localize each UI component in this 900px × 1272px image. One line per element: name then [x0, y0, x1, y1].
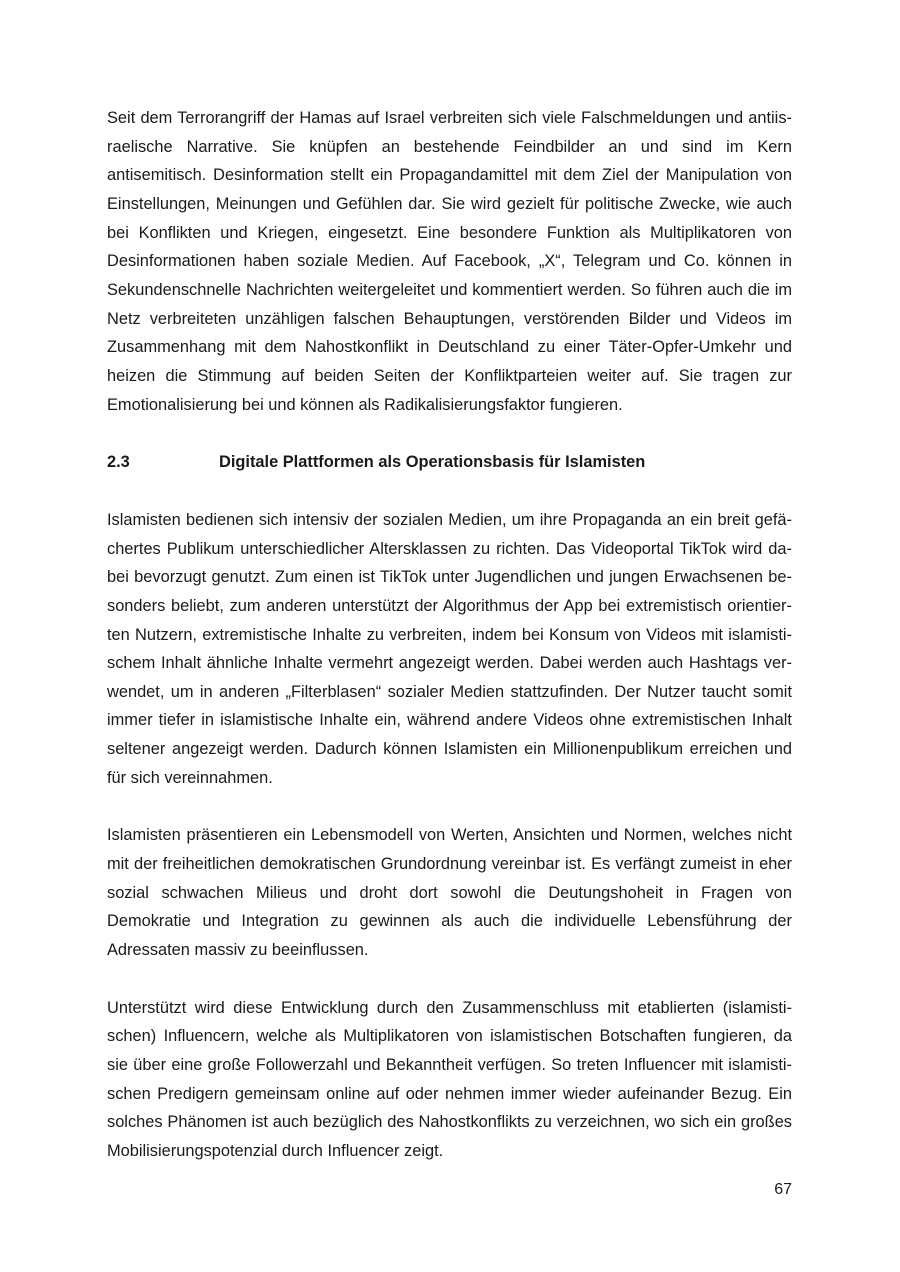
section-number: 2.3	[107, 453, 130, 472]
body-paragraph-disinformation: Seit dem Terrorangriff der Hamas auf Israel verbreiten sich viele Falschmeldungen und antiisraelische Narrative. Sie knüpfen an bestehende Feindbilder an und sind im Kern antisemitisch. Desinformation stellt ein Propagandamittel mit dem Ziel der Manipulation von Einstellungen, Meinungen und Gefühlen dar. Sie wird gezielt für politische Zwecke, wie auch bei Konflikten und Kriegen, eingesetzt. Eine besondere Funktion als Multiplikatoren von Desinformationen haben soziale Medien. Auf Facebook, „X“, Telegram und Co. können in Sekundenschnelle Nachrichten weitergeleitet und kommentiert werden. So führen auch die im Netz verbreiteten unzähligen falschen Behauptungen, verstörenden Bilder und Videos im Zusammenhang mit dem Nahostkonflikt in Deutschland zu einer Täter-Opfer-Umkehr und heizen die Stimmung auf beiden Seiten der Konfliktparteien weiter auf. Sie tragen zur Emotionalisierung bei und können als Radikalisierungsfaktor fungieren.	[107, 109, 792, 414]
section-title: Digitale Plattformen als Operationsbasis für Islamisten	[219, 453, 646, 472]
page-content	[107, 104, 792, 1166]
section-heading	[107, 448, 792, 477]
body-paragraph-life-model: Islamisten präsentieren ein Lebensmodell von Werten, Ansichten und Normen, welches nicht mit der freiheitlichen demokratischen Grundordnung vereinbar ist. Es verfängt zumeist in eher sozial schwachen Milieus und droht dort sowohl die Deutungshoheit in Fragen von Demokratie und Integration zu gewinnen als auch die individuelle Lebensführung der Adressaten massiv zu beeinflussen.	[107, 826, 792, 960]
page-number: 67	[774, 1181, 792, 1198]
body-paragraph-social-media: Islamisten bedienen sich intensiv der sozialen Medien, um ihre Propaganda an ein breit gefächertes Publikum unterschiedlicher Altersklassen zu richten. Das Videoportal TikTok wird dabei bevorzugt genutzt. Zum einen ist TikTok unter Jugendlichen und jungen Erwachsenen besonders beliebt, zum anderen unterstützt der Algorithmus der App bei extremistisch orientierten Nutzern, extremistische Inhalte zu verbreiten, indem bei Konsum von Videos mit islamistischem Inhalt ähnliche Inhalte vermehrt angezeigt werden. Dabei werden auch Hashtags verwendet, um in anderen „Filterblasen“ sozialer Medien stattzufinden. Der Nutzer taucht somit immer tiefer in islamistische Inhalte ein, während andere Videos ohne extremistischen Inhalt seltener angezeigt werden. Dadurch können Islamisten ein Millionenpublikum erreichen und für sich vereinnahmen.	[107, 510, 792, 787]
body-paragraph-influencers: Unterstützt wird diese Entwicklung durch den Zusammenschluss mit etablierten (islamistischen) Influencern, welche als Multiplikatoren von islamistischen Botschaften fungieren, da sie über eine große Followerzahl und Bekanntheit verfügen. So treten Influencer mit islamistischen Predigern gemeinsam online auf oder nehmen immer wieder aufeinander Bezug. Ein solches Phänomen ist auch bezüglich des Nahostkonflikts zu verzeichnen, wo sich ein großes Mobilisierungspotenzial durch Influencer zeigt.	[107, 998, 792, 1160]
